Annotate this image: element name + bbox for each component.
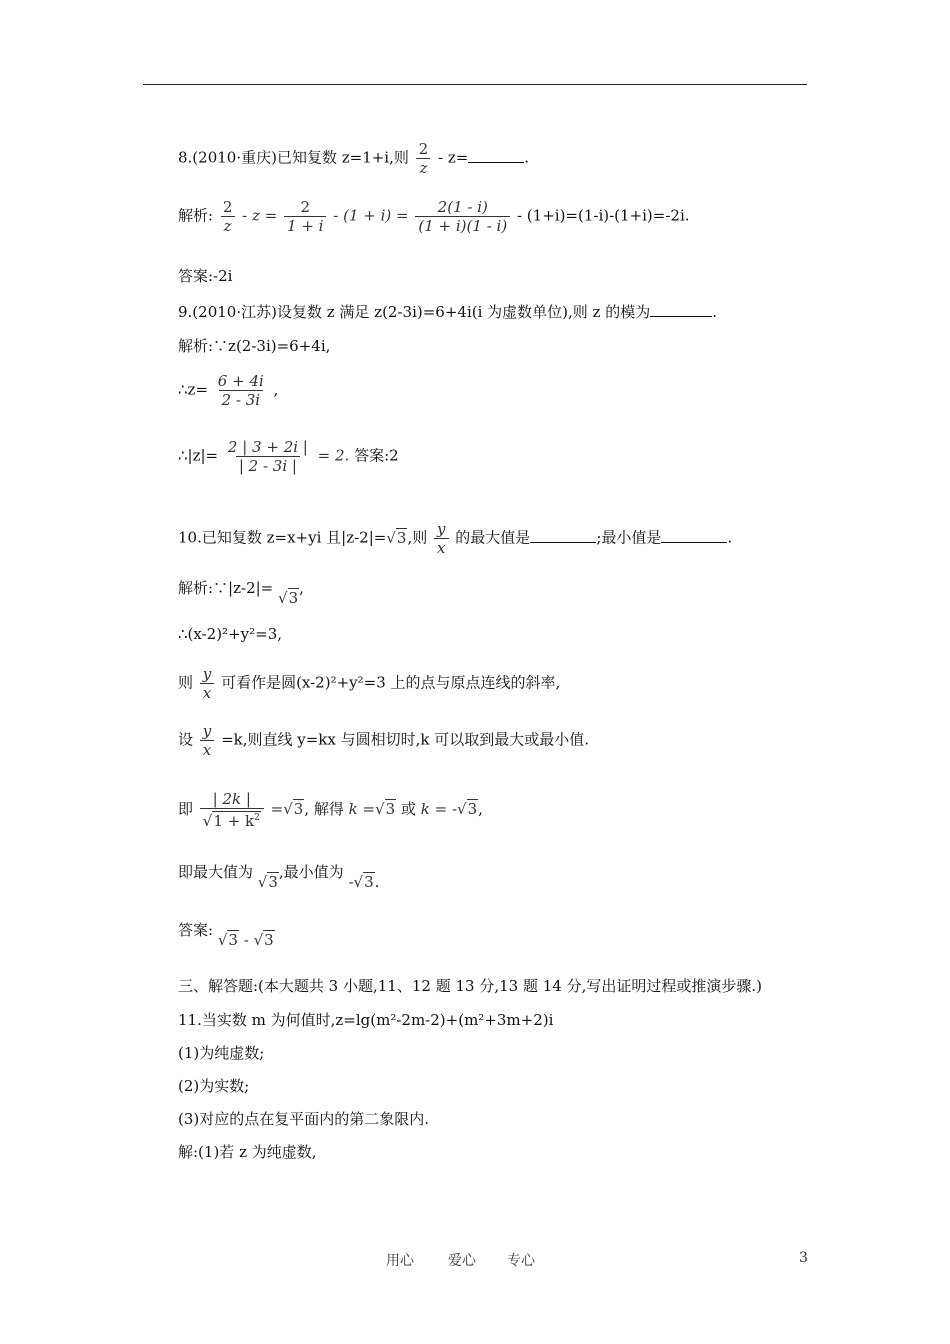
q10-line: 10.已知复数 z=x+yi 且|z-2|=√3,则 $\frac{y}{x}$ 的最大值是 ;最小值是 . — [178, 520, 733, 557]
sqrt-symbol: √3 — [257, 873, 278, 891]
footer-item: 爱心 — [448, 1253, 476, 1269]
q11-line: 11.当实数 m 为何值时,z=lg(m²-2m-2)+(m²+3m+2)i — [178, 1011, 554, 1029]
q8-text: 8.(2010·重庆)已知复数 z=1+i,则 — [178, 148, 409, 167]
q10-min-blank — [661, 528, 727, 543]
q10-analysis-l6: 即最大值为 √3,最小值为 -√3. — [178, 863, 380, 891]
q10-frac-2k: $\frac{| 2k |}{√1 + k^2}$ — [200, 790, 264, 830]
q8-line: 8.(2010·重庆)已知复数 z=1+i,则 $\frac{2}{z}$ - z= . — [178, 140, 530, 177]
q9-analysis-l2: ∴z= $\frac{6 + 4i}{2 - 3i}$ , — [178, 372, 279, 409]
q10-analysis-l4: 设 $\frac{y}{x}$ =k,则直线 y=kx 与圆相切时,k 可以取到最大或最小值. — [178, 722, 590, 759]
section3-heading: 三、解答题:(本大题共 3 小题,11、12 题 13 分,13 题 14 分,写出证明过程或推演步骤.) — [178, 977, 762, 995]
q10-analysis-l5: 即 $\frac{| 2k |}{√1 + k^2}$ =√3, 解得 k =√3 或 k = -√3, — [178, 790, 483, 830]
q8-analysis: 解析: $\frac{2}{z}$ - z = $\frac{2}{1 + i}$ - (1 + i) = $\frac{2(1 - i)}{(1 + i)(1 - i)}$ - (1+i)=(1-i)-(1+i)=-2i. — [178, 198, 690, 235]
q8-a-frac2: $\frac{2}{1 + i}$ — [284, 198, 326, 235]
sqrt-symbol: √3 — [283, 800, 304, 818]
q11-part3: (3)对应的点在复平面内的第二象限内. — [178, 1110, 430, 1128]
q9-analysis-l3: ∴|z|= $\frac{2 | 3 + 2i |}{| 2 - 3i |}$ = 2. 答案:2 — [178, 438, 399, 475]
footer-item: 用心 — [386, 1253, 414, 1269]
sqrt-symbol: √3 — [386, 528, 407, 547]
q9-line: 9.(2010·江苏)设复数 z 满足 z(2-3i)=6+4i(i 为虚数单位),则 z 的模为 . — [178, 303, 718, 321]
q11-solution: 解:(1)若 z 为纯虚数, — [178, 1143, 317, 1161]
q8-a-frac3: $\frac{2(1 - i)}{(1 + i)(1 - i)}$ — [415, 198, 510, 235]
q11-part1: (1)为纯虚数; — [178, 1044, 265, 1062]
q10-answer: 答案: √3 - √3 — [178, 921, 274, 949]
q8-a-frac1: $\frac{2}{z}$ — [220, 198, 236, 235]
sqrt-symbol: √3 — [375, 800, 396, 818]
q10-frac-yx: $\frac{y}{x}$ — [200, 665, 214, 702]
sqrt-symbol: √3 — [278, 589, 299, 607]
q8-fraction: $\frac{2}{z}$ — [416, 140, 432, 177]
q11-part2: (2)为实数; — [178, 1077, 250, 1095]
q10-max-blank — [530, 528, 596, 543]
sqrt-symbol: √3 — [253, 931, 274, 949]
sqrt-symbol: $√1 + k^2$ — [202, 812, 260, 830]
q10-frac: $\frac{y}{x}$ — [434, 520, 448, 557]
q9-frac2: $\frac{2 | 3 + 2i |}{| 2 - 3i |}$ — [227, 438, 308, 475]
q10-analysis-l3: 则 $\frac{y}{x}$ 可看作是圆(x-2)²+y²=3 上的点与原点连线的斜率, — [178, 665, 561, 702]
q10-frac-yx2: $\frac{y}{x}$ — [200, 722, 214, 759]
q9-frac1: $\frac{6 + 4i}{2 - 3i}$ — [217, 372, 264, 409]
sqrt-symbol: √3 — [217, 931, 238, 949]
q10-analysis-l2: ∴(x-2)²+y²=3, — [178, 625, 283, 643]
q9-analysis: 解析:∵z(2-3i)=6+4i, — [178, 337, 331, 355]
q8-answer-blank — [468, 148, 524, 163]
page-number: 3 — [799, 1250, 808, 1266]
sqrt-symbol: √3 — [353, 873, 374, 891]
q8-suffix: - z= — [437, 148, 469, 167]
header-rule — [143, 84, 807, 85]
q8-answer: 答案:-2i — [178, 267, 233, 285]
q10-analysis: 解析:∵|z-2|= √3, — [178, 579, 304, 607]
q9-answer-blank — [650, 302, 712, 317]
footer-item: 专心 — [507, 1253, 535, 1269]
sqrt-symbol: √3 — [457, 800, 478, 818]
